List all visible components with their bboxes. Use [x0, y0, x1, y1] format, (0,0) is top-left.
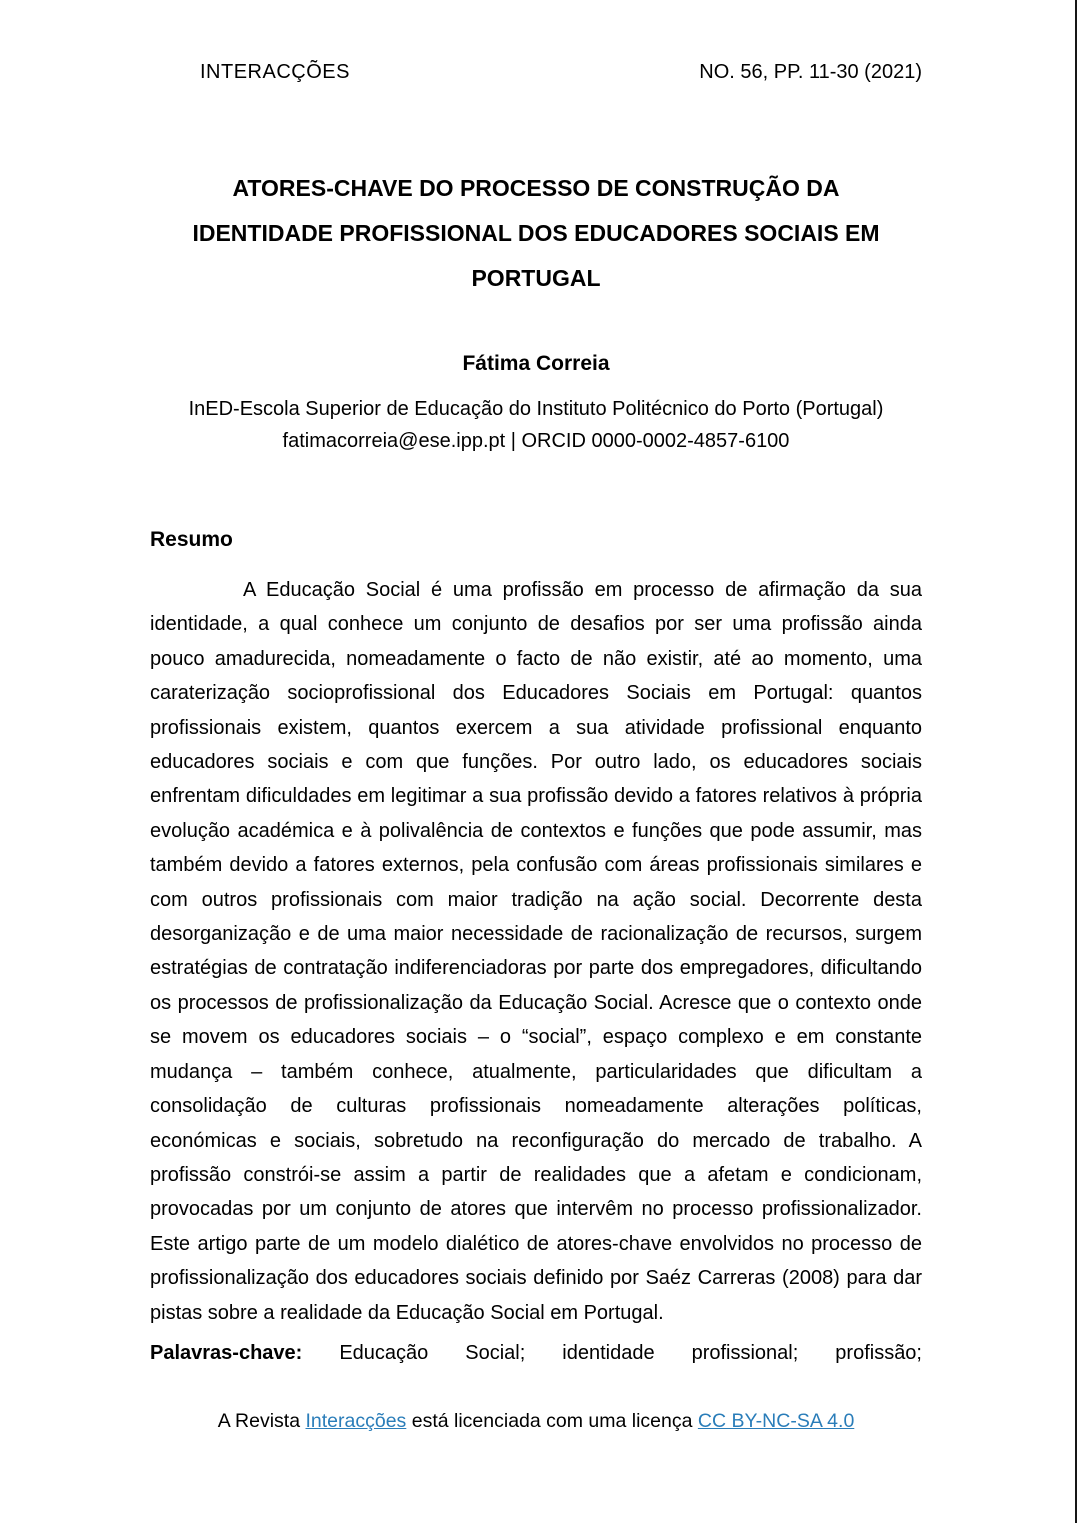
article-title-line-1: ATORES-CHAVE DO PROCESSO DE CONSTRUÇÃO DA	[232, 175, 840, 201]
keyword-item: Educação	[339, 1342, 429, 1364]
journal-link[interactable]: Interacções	[305, 1410, 407, 1432]
page-bottom-block	[150, 1340, 922, 1434]
license-text-middle: está licenciada com uma licença	[406, 1410, 698, 1432]
author-affiliation-block	[150, 393, 922, 457]
author-contact: fatimacorreia@ese.ipp.pt | ORCID 0000-0002-4857-6100	[282, 430, 790, 452]
keyword-item: identidade	[562, 1342, 655, 1364]
license-line	[150, 1408, 922, 1434]
article-title-line-2: IDENTIDADE PROFISSIONAL DOS EDUCADORES SOCIAIS EM	[192, 220, 880, 246]
keywords-label: Palavras-chave:	[150, 1342, 303, 1364]
running-header	[150, 60, 922, 84]
journal-name: INTERACÇÕES	[200, 61, 350, 83]
keyword-item: profissional;	[691, 1342, 799, 1364]
abstract-heading: Resumo	[150, 528, 233, 551]
author-affiliation: InED-Escola Superior de Educação do Instituto Politécnico do Porto (Portugal)	[188, 398, 884, 420]
keyword-item: Social;	[465, 1342, 526, 1364]
article-title-line-3: PORTUGAL	[471, 265, 601, 291]
license-text-prefix: A Revista	[217, 1410, 306, 1432]
keywords-row	[150, 1340, 922, 1366]
author-name: Fátima Correia	[462, 352, 610, 375]
issue-info: NO. 56, PP. 11-30 (2021)	[699, 61, 922, 83]
keyword-item: profissão;	[835, 1342, 922, 1364]
abstract-text: A Educação Social é uma profissão em processo de afirmação da sua identidade, a qual conhece um conjunto de desafios por ser uma profissão ainda pouco amadurecida, nomeadamente o facto de não existir, até ao momento, uma caraterização socioprofissional dos Educadores Sociais em Portugal: quantos profissionais existem, quantos exercem a sua atividade profissional enquanto educadores sociais e com que funções. Por outro lado, os educadores sociais enfrentam dificuldades em legitimar a sua profissão devido a fatores relativos à própria evolução académica e à polivalência de contextos e funções que pode assumir, mas também devido a fatores externos, pela confusão com áreas profissionais similares e com outros profissionais com maior tradição na ação social. Decorrente desta desorganização e de uma maior necessidade de racionalização de recursos, surgem estratégias de contratação indiferenciadoras por parte dos empregadores, dificultando os processos de profissionalização da Educação Social. Acresce que o contexto onde se movem os educadores sociais – o “social”, espaço complexo e em constante mudança – também conhece, atualmente, particularidades que dificultam a consolidação de culturas profissionais nomeadamente alterações políticas, económicas e sociais, sobretudo na reconfiguração do mercado de trabalho. A profissão constrói-se assim a partir de realidades que a afetam e condicionam, provocadas por um conjunto de atores que intervêm no processo profissionalizador. Este artigo parte de um modelo dialético de atores-chave envolvidos no processo de profissionalização dos educadores sociais definido por Saéz Carreras (2008) para dar pistas sobre a realidade da Educação Social em Portugal.	[150, 579, 922, 1324]
license-link[interactable]: CC BY-NC-SA 4.0	[697, 1410, 855, 1432]
article-title	[150, 166, 922, 301]
page-content	[150, 0, 922, 1350]
